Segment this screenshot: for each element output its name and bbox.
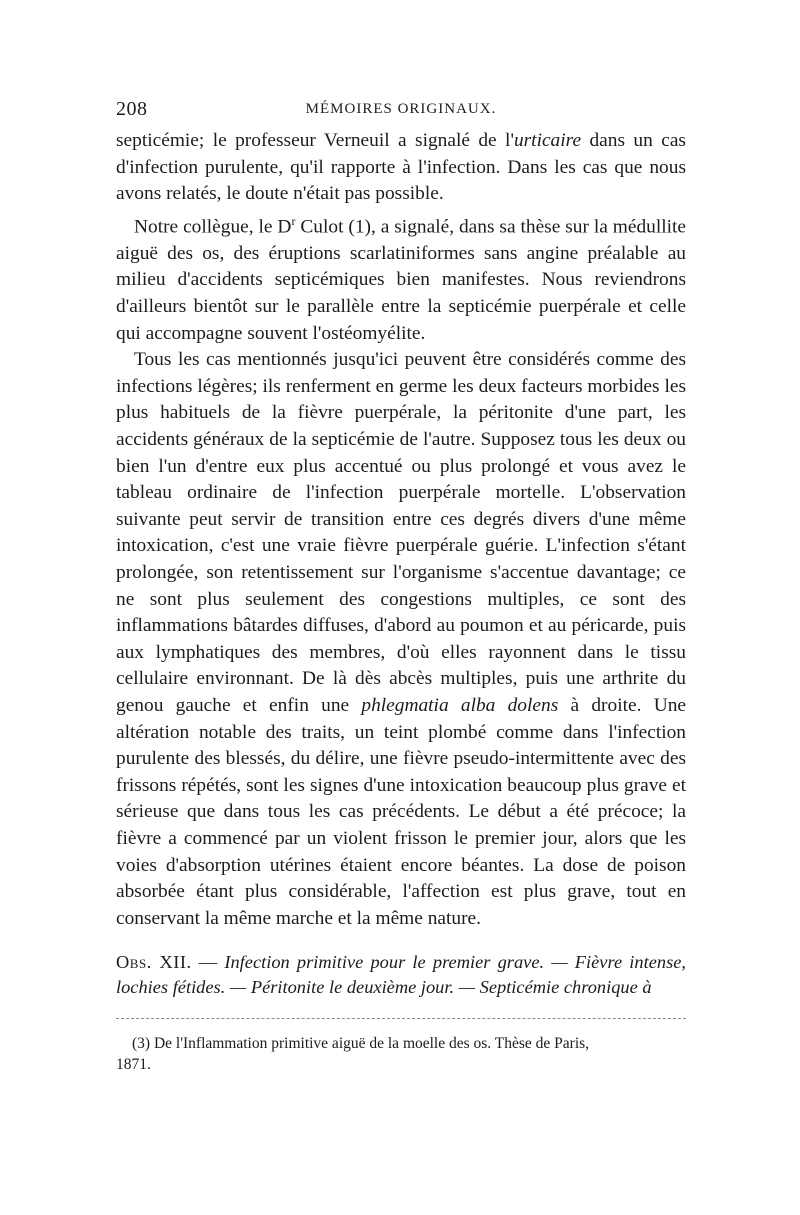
- paragraph-1-text-c: dans un cas d'infection purulente, qu'il rapporte à l'infection. Dans les cas que nous avons relatés, le doute n'était pas possible.: [116, 130, 686, 205]
- footnote: [116, 1033, 686, 1075]
- observation-label: Obs. XII.: [116, 952, 192, 973]
- paragraph-2-text-c: Culot (1), a signalé, dans sa thèse sur la médullite aiguë des os, des éruptions scarlatiniformes sans angine préalable au milieu d'accidents septicémiques bien manifestes. Nous reviendrons d'ailleurs bientôt sur le parallèle entre la septicémie puerpérale et celle qui accompagne souvent l'ostéomyélite.: [116, 216, 686, 344]
- paragraph-1-text-a: septicémie; le professeur Verneuil a signalé de l': [116, 130, 514, 151]
- paragraph-2: [116, 208, 686, 347]
- footnote-line-2: 1871.: [116, 1056, 151, 1074]
- doctor-superscript: r: [291, 213, 296, 228]
- observation-dash: —: [191, 952, 225, 973]
- paragraph-2-text-a: Notre collègue, le D: [134, 216, 292, 238]
- paragraph-1-italic-term: urticaire: [513, 130, 582, 151]
- paragraph-3-text-c: à droite. Une altération notable des traits, un teint plombé comme dans l'infection purulente des blessés, du délire, une fièvre pseudo-intermittente avec des frissons répétés, sont les signes d'une intoxication beaucoup plus grave et sérieuse que dans tous les cas précédents. Le début a été précoce; la fièvre a commencé par un violent frisson le premier jour, alors que les voies d'absorption utérines étaient encore béantes. La dose de poison absorbée étant plus considérable, l'affection est plus grave, tout en conservant la même marche et la même nature.: [116, 694, 686, 929]
- footnote-rule: [116, 1018, 686, 1019]
- paragraph-3: [116, 347, 686, 932]
- running-head: [116, 98, 686, 126]
- paragraph-3-italic-term: phlegmatia alba dolens: [361, 694, 559, 716]
- observation-title: Infection primitive pour le premier grave. — Fièvre intense, lochies fétides. — Péritonite le deuxième jour. — Septicémie chronique à: [116, 952, 686, 998]
- observation-heading: [116, 950, 686, 1000]
- paragraph-1: [116, 128, 686, 208]
- page: [116, 98, 686, 1075]
- body-text: [116, 128, 686, 932]
- page-number: 208: [116, 98, 148, 120]
- paragraph-3-text-a: Tous les cas mentionnés jusqu'ici peuvent être considérés comme des infections légères; ils renferment en germe les deux facteurs morbides les plus habituels de la fièvre puerpérale, la péritonite d'une part, les accidents généraux de la septicémie de l'autre. Supposez tous les deux ou bien l'un d'entre eux plus accentué ou plus prolongé et vous avez le tableau ordinaire de l'infection puerpérale mortelle. L'observation suivante peut servir de transition entre ces degrés divers d'une même intoxication, c'est une vraie fièvre puerpérale guérie. L'infection s'étant prolongée, son retentissement sur l'organisme s'accentue davantage; ce ne sont plus seulement des congestions multiples, ce sont des inflammations bâtardes diffuses, d'abord au poumon et au péricarde, puis aux lymphatiques des membres, d'où elles rayonnent dans le tissu cellulaire environnant. De là dès abcès multiples, puis une arthrite du genou gauche et enfin une: [116, 349, 686, 716]
- footnote-line-1: (3) De l'Inflammation primitive aiguë de la moelle des os. Thèse de Paris,: [132, 1035, 590, 1053]
- running-title: MÉMOIRES ORIGINAUX.: [305, 101, 497, 117]
